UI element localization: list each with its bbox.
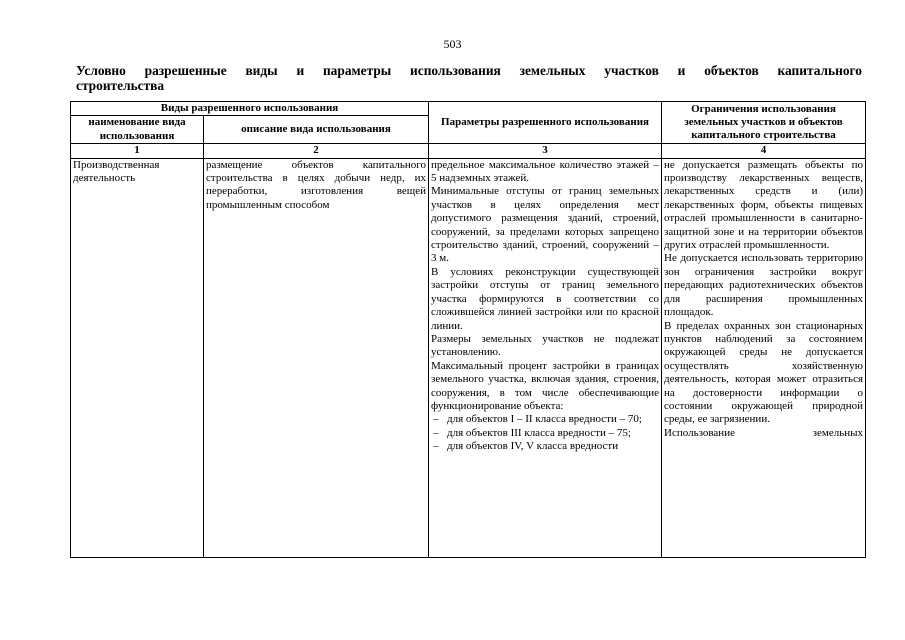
- param-reconstruction: В условиях реконструкции существующей застройки отступы от границ земельного участка формируются в соответствии со сложившейся линией застройки или по красной линии.: [431, 265, 660, 332]
- list-item: – для объектов III класса вредности – 75;: [431, 427, 659, 440]
- cell-restrictions: [662, 158, 866, 557]
- column-number-2: 2: [204, 144, 429, 158]
- param-floors: предельное максимальное количество этажей – 5 надземных этажей.: [431, 158, 660, 185]
- restriction-pharma-food: не допускается размещать объекты по производству лекарственных веществ, лекарственных средств и (или) лекарственных форм, объекты пищевых отраслей промышленности в санитарно-защитной зоне и на территории объектов других отраслей промышленности.: [664, 158, 864, 252]
- header-use-name: наименование вида использования: [71, 116, 204, 144]
- param-coverage: Максимальный процент застройки в границах земельного участка, включая здания, строения, сооружения, в том числе обеспечивающие функционирование объекта:: [431, 359, 660, 412]
- header-parameters: Параметры разрешенного использования: [429, 102, 662, 144]
- group-header-permitted-uses: Виды разрешенного использования: [71, 102, 429, 116]
- use-description-text: размещение объектов капитального строительства в целях добычи недр, их переработки, изготовления вещей промышленным способом: [206, 158, 427, 211]
- cell-use-description: [204, 158, 429, 557]
- restriction-radio-zones: Не допускается использовать территорию зон ограничения застройки вокруг передающих радиотехнических объектов для расширения промышленных площадок.: [664, 252, 864, 319]
- header-restrictions: Ограничения использования земельных участков и объектов капитального строительства: [662, 102, 866, 144]
- document-title-continuation: строительства: [76, 78, 165, 93]
- column-number-1: 1: [71, 144, 204, 158]
- page-number: 503: [443, 37, 462, 51]
- table-row: [71, 158, 866, 557]
- coverage-list: [431, 413, 659, 453]
- list-item: – для объектов IV, V класса вредности: [431, 440, 659, 453]
- column-number-3: 3: [429, 144, 662, 158]
- restriction-monitoring-zones: В пределах охранных зон стационарных пунктов наблюдений за состоянием окружающей среды не допускается осуществлять хозяйственную деятельность, которая может отразиться на достоверности информации о состоянии окружающей природной среды, ее загрязнении.: [664, 319, 864, 426]
- list-item: – для объектов I – II класса вредности – 70;: [431, 413, 659, 426]
- param-plot-size: Размеры земельных участков не подлежат установлению.: [431, 332, 660, 359]
- cell-parameters: [429, 158, 662, 557]
- header-use-description: описание вида использования: [204, 116, 429, 144]
- column-number-4: 4: [662, 144, 866, 158]
- restriction-land-use: Использование земельных: [664, 426, 864, 439]
- document-title: Условно разрешенные виды и параметры использования земельных участков и объектов капитального: [76, 63, 862, 78]
- param-setbacks: Минимальные отступы от границ земельных участков в целях определения мест допустимого размещения зданий, строений, сооружений, за пределами которых запрещено строительство зданий, строений, сооружений – 3 м.: [431, 185, 660, 265]
- land-use-table: [70, 101, 866, 558]
- use-name-text: Производственная деятельность: [73, 158, 160, 185]
- cell-use-name: [71, 158, 204, 557]
